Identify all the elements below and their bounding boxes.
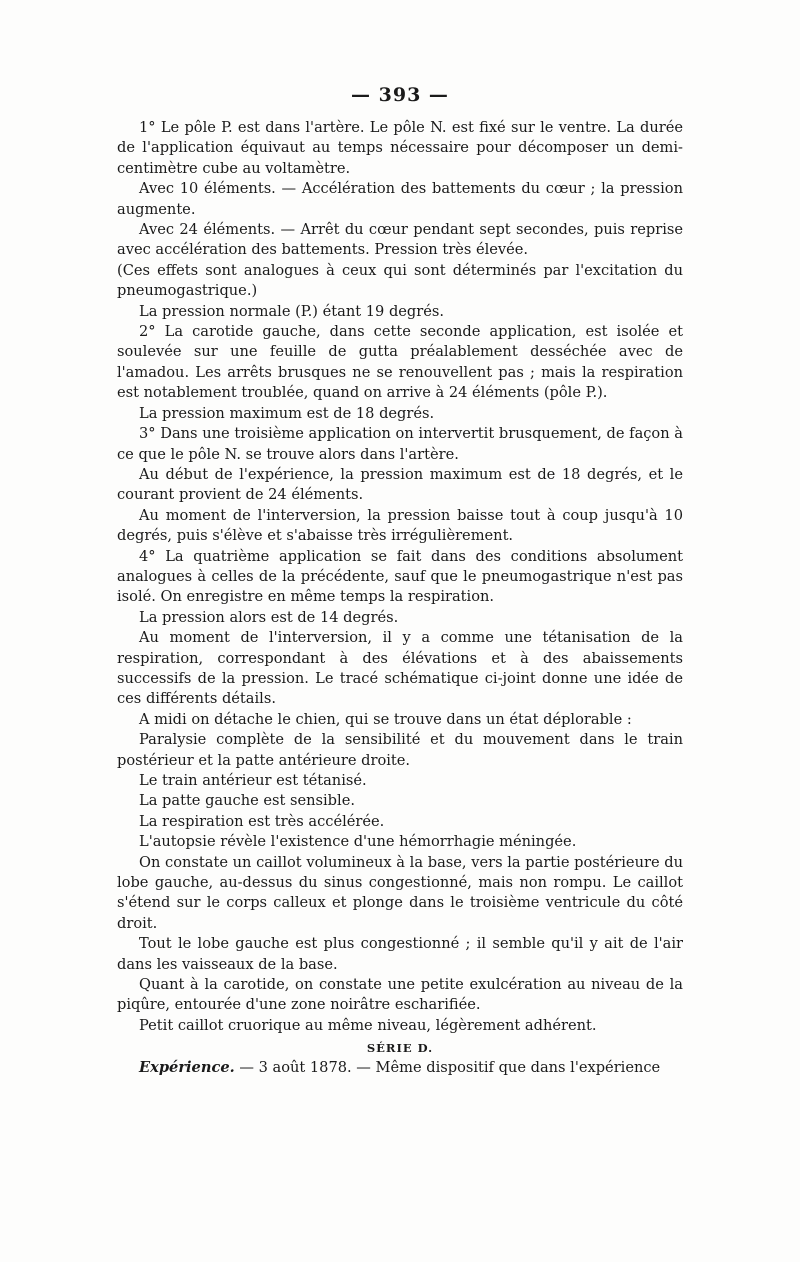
- experience-label: Expérience.: [139, 1059, 235, 1077]
- experience-text: — 3 août 1878. — Même dispositif que dans l'expérience: [234, 1059, 661, 1077]
- paragraph: La respiration est très accélérée.: [139, 812, 385, 830]
- paragraph: 1° Le pôle P. est dans l'artère. Le pôle N. est fixé sur le ventre. La durée de l'application équivaut au temps nécessaire pour décomposer un demi-centimètre cube au voltamètre.: [117, 119, 683, 177]
- paragraph: Avec 24 éléments. — Arrêt du cœur pendant sept secondes, puis reprise avec accélération des battements. Pression très élevée.: [117, 221, 683, 259]
- paragraph: Au moment de l'interversion, la pression baisse tout à coup jusqu'à 10 degrés, puis s'élève et s'abaisse très irrégulièrement.: [117, 506, 683, 545]
- paragraph: 2° La carotide gauche, dans cette seconde application, est isolée et soulevée sur une feuille de gutta préalablement desséchée avec de l'amadou. Les arrêts brusques ne se renouvellent pas ; mais la respiration est notablement troublée, quand on arrive à 24 éléments (pôle P.).: [117, 323, 683, 402]
- paragraph: 3° Dans une troisième application on intervertit brusquement, de façon à ce que le pôle N. se trouve alors dans l'artère.: [117, 425, 683, 463]
- paragraph: A midi on détache le chien, qui se trouve dans un état déplorable :: [139, 710, 632, 728]
- paragraph: Au moment de l'interversion, il y a comme une tétanisation de la respiration, correspondant à des élévations et à des abaissements successifs de la pression. Le tracé schématique ci-joint donne une idée de ces différents détails.: [117, 629, 683, 708]
- body-text: [117, 118, 683, 1079]
- page-number: — 393 —: [351, 84, 449, 106]
- paragraph: Avec 10 éléments. — Accélération des battements du cœur ; la pression augmente.: [117, 180, 683, 218]
- paragraph: Petit caillot cruorique au même niveau, légèrement adhérent.: [139, 1016, 597, 1034]
- paragraph: Quant à la carotide, on constate une petite exulcération au niveau de la piqûre, entourée d'une zone noirâtre escharifiée.: [117, 976, 683, 1014]
- experience-line: [117, 1058, 683, 1078]
- paragraph: Tout le lobe gauche est plus congestionné ; il semble qu'il y ait de l'air dans les vaisseaux de la base.: [117, 935, 683, 973]
- paragraph: Paralysie complète de la sensibilité et du mouvement dans le train postérieur et la patte antérieure droite.: [117, 731, 683, 769]
- paragraph: La pression normale (P.) étant 19 degrés.: [139, 302, 444, 320]
- paragraph: La patte gauche est sensible.: [139, 792, 355, 810]
- paragraph: La pression maximum est de 18 degrés.: [139, 404, 435, 422]
- paragraph: (Ces effets sont analogues à ceux qui sont déterminés par l'excitation du pneumogastrique.): [117, 261, 683, 300]
- paragraph: Au début de l'expérience, la pression maximum est de 18 degrés, et le courant provient de 24 éléments.: [117, 465, 683, 504]
- paragraph: L'autopsie révèle l'existence d'une hémorrhagie méningée.: [139, 833, 577, 851]
- paragraph: La pression alors est de 14 degrés.: [139, 608, 399, 626]
- paragraph: 4° La quatrième application se fait dans des conditions absolument analogues à celles de la précédente, sauf que le pneumogastrique n'est pas isolé. On enregistre en même temps la respiration.: [117, 547, 683, 606]
- paragraph: On constate un caillot volumineux à la base, vers la partie postérieure du lobe gauche, au-dessus du sinus congestionné, mais non rompu. Le caillot s'étend sur le corps calleux et plonge dans le troisième ventricule du côté droit.: [117, 853, 683, 932]
- paragraph-list: [117, 118, 683, 1036]
- series-heading: SÉRIE D.: [366, 1041, 434, 1056]
- paragraph: Le train antérieur est tétanisé.: [139, 772, 367, 789]
